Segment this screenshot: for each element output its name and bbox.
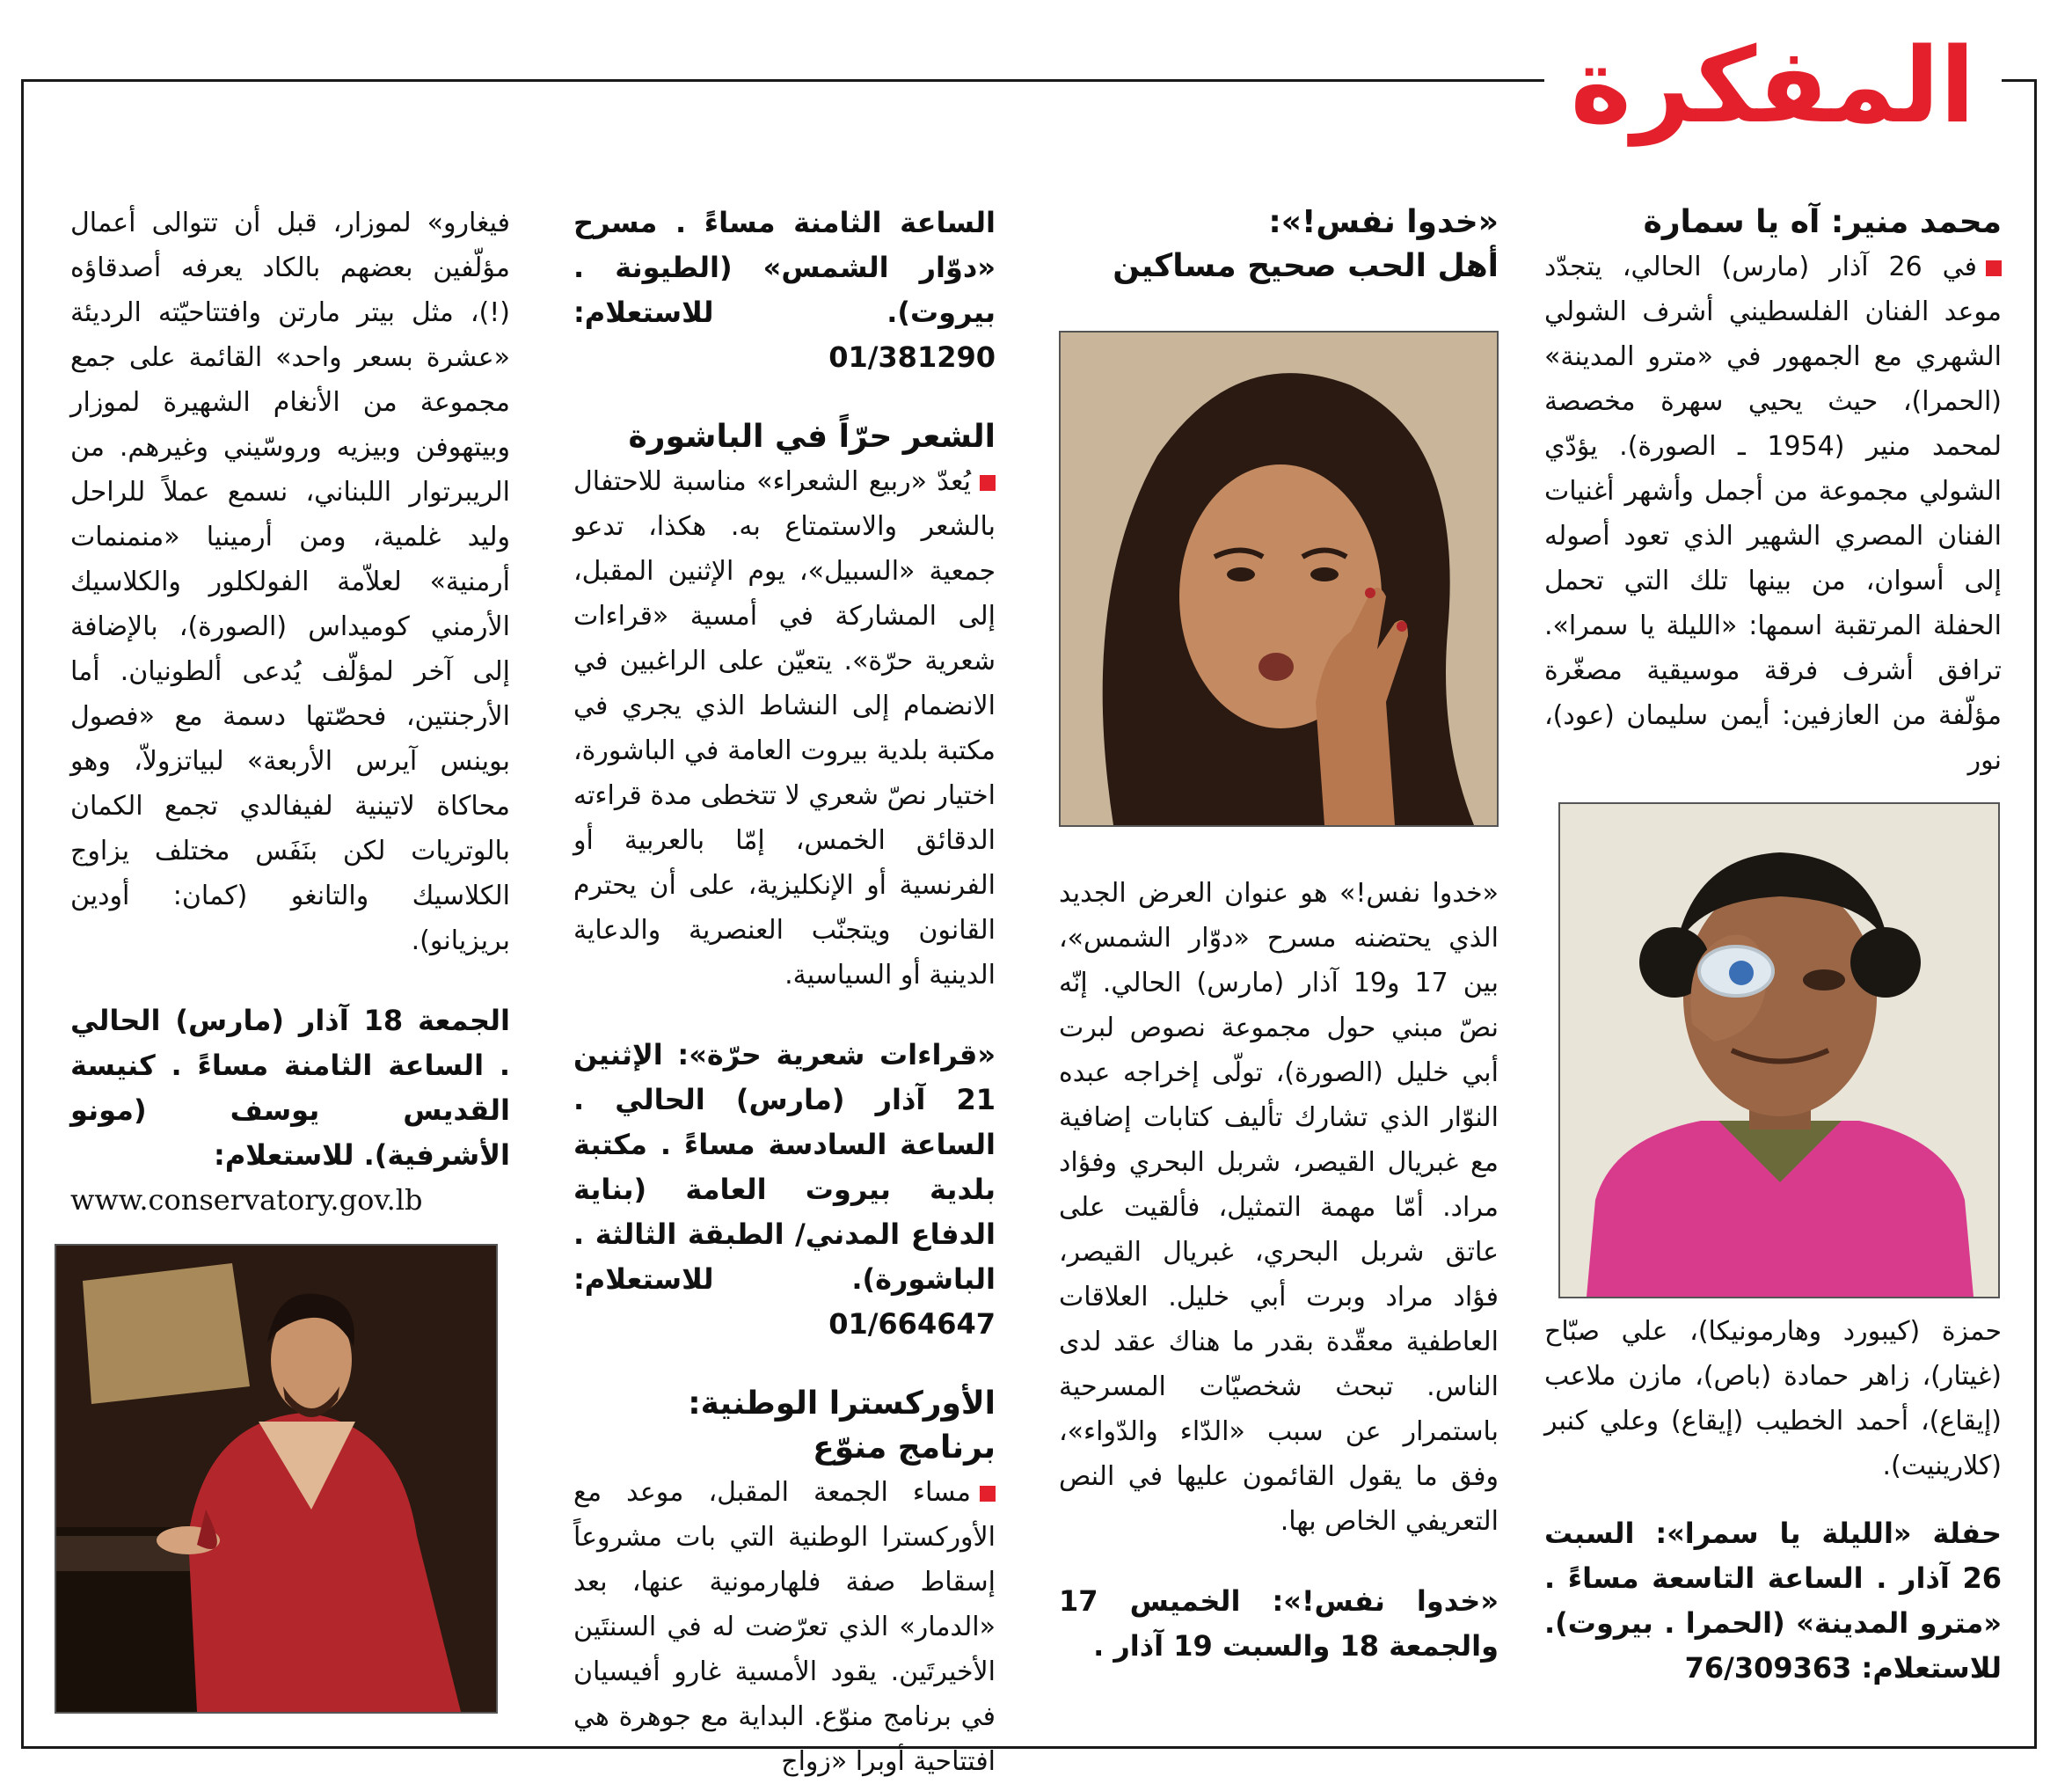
info-poetry: «قراءات شعرية حرّة»: الإثنين 21 آذار (مارس) الحالي . الساعة السادسة مساءً . مكتبة بلدية بيروت العامة (بناية الدفاع المدني/ الطبقة الثالثة . الباشورة). للاستعلام: 01/664647 [573, 1038, 996, 1341]
body-khodo-nafas: «خدوا نفس!» هو عنوان العرض الجديد الذي يحتضنه مسرح «دوّار الشمس»، بين 17 و19 آذار (مارس) الحالي. إنّه نصّ مبني حول مجموعة نصوص لبرت أبي خليل (الصورة)، تولّى إخراجه عبده النوّار الذي تشارك تأليف كتابات إضافية مع غبريال القيصر، شربل البحري وفؤاد مراد. أمّا مهمة التمثيل، فألقيت على عاتق شربل البحري، غبريال القيصر، فؤاد مراد وبرت أبي خليل. العلاقات العاطفية معقّدة بقدر ما هناك عقد لدى الناس. تبحث شخصيّات المسرحية باستمرار عن سبب «الدّاء والدّواء»، وفق ما يقول القائمون عليها في النص التعريفي الخاص بها. [1059, 878, 1499, 1537]
body-poetry [573, 459, 996, 998]
headline-poetry: الشعر حرّاً في الباشورة [628, 419, 996, 455]
body-orchestra [573, 1470, 996, 1784]
body-poetry-text: يُعدّ «ربيع الشعراء» مناسبة للاحتفال بالشعر والاستمتاع به. هكذا، تدعو جمعية «السبيل»، يوم الإثنين المقبل، إلى المشاركة في أمسية «قراءات شعرية حرّة». يتعيّن على الراغبين في الانضمام إلى النشاط الذي يجري في مكتبة بلدية بيروت العامة في الباشورة، اختيار نصّ شعري لا تتخطى مدة قراءته الدقائق الخمس، إمّا بالعربية أو الفرنسية أو الإنكليزية، على أن يحترم القانون ويتجنّب العنصرية والدعاية الدينية أو السياسية. [573, 466, 996, 991]
photo-khodo-nafas [1059, 331, 1499, 827]
article-khodo-nafas [1059, 201, 1499, 289]
info-khodo-nafas-venue: الساعة الثامنة مساءً . مسرح «دوّار الشمس» (الطيونة . بيروت). للاستعلام: 01/381290 [573, 206, 996, 374]
headline-khodo-nafas-2: أهل الحب صحيح مساكين [1113, 248, 1499, 284]
red-bullet-icon [1986, 260, 2002, 276]
section-masthead: المفكرة [1544, 28, 2002, 143]
article-mohamed-mounir-cont [1544, 1309, 2002, 1691]
komitas-painting-illustration [56, 1246, 496, 1712]
body-mounir-text: في 26 آذار (مارس) الحالي، يتجدّد موعد الفنان الفلسطيني أشرف الشولي الشهري مع الجمهور في «مترو المدينة» (الحمرا)، حيث يحيي سهرة مخصصة لمحمد منير (1954 ـ الصورة). يؤدّي الشولي مجموعة من أجمل وأشهر أغنيات الفنان المصري الشهير الذي تعود أصوله إلى أسوان، من بينها تلك التي تحمل الحفلة المرتقبة اسمها: «الليلة يا سمرا». ترافق أشرف فرقة موسيقية مصغّرة مؤلّفة من العازفين: أيمن سليمان (عود)، نور [1544, 252, 2002, 776]
photo-komitas [55, 1244, 498, 1714]
body-orchestra-cont: فيغارو» لموزار، قبل أن تتوالى أعمال مؤلّفين بعضهم بالكاد يعرفه أصدقاؤه (!)، مثل بيتر مارتن وافتتاحيّته الرديئة «عشرة بسعر واحد» القائمة على جمع مجموعة من الأنغام الشهيرة لموزار وبيتهوفن وبيزيه وروسّيني وغيرهم. من الريبرتوار اللبناني، نسمع عملاً للراحل وليد غلمية، ومن أرمينيا «منمنمات أرمنية» لعلاّمة الفولكلور والكلاسيك الأرمني كوميداس (الصورة)، بالإضافة إلى آخر لمؤلّف يُدعى ألطونيان. أما الأرجنتين، فحصّتها دسمة مع «فصول بوينس آيرس الأربعة» لبياتزولاّ، وهو محاكاة لاتينية لفيفالدي تجمع الكمان بالوتريات لكن بنَفَس مختلف يزاوج الكلاسيك والتانغو (كمان: أودين بريزيانو). [70, 208, 510, 956]
body-mounir-cont: حمزة (كيبورد وهارمونيكا)، علي صبّاح (غيتار)، زاهر حمادة (باص)، مازن ملاعب (إيقاع)، أحمد الخطيب (إيقاع) وعلي كنبر (كلارينيت). [1544, 1316, 2002, 1481]
portrait-mounir-illustration [1560, 804, 1998, 1297]
article-khodo-nafas-body [1059, 871, 1499, 1669]
info-khodo-nafas: «خدوا نفس!»: الخميس 17 والجمعة 18 والسبت 19 آذار . [1059, 1584, 1499, 1663]
headline-orchestra-2: برنامج منوّع [813, 1429, 996, 1466]
body-mounir [1544, 245, 2002, 783]
article-poetry-orchestra [573, 201, 996, 1784]
red-bullet-icon [980, 475, 996, 491]
headline-orchestra-1: الأوركسترا الوطنية: [688, 1386, 996, 1422]
article-orchestra-cont [70, 201, 510, 1223]
photo-mohamed-mounir [1558, 802, 2000, 1298]
body-orchestra-text: مساء الجمعة المقبل، موعد مع الأوركسترا الوطنية التي بات مشروعاً إسقاط صفة فلهارمونية عنها، بعد «الدمار» الذي تعرّضت له في السنتَين الأخيرتَين. يقود الأمسية غارو أفيسيان في برنامج منوّع. البداية مع جوهرة هي افتتاحية أوبرا «زواج [573, 1477, 996, 1777]
info-mounir: حفلة «الليلة يا سمرا»: السبت 26 آذار . الساعة التاسعة مساءً . «مترو المدينة» (الحمرا . بيروت). للاستعلام: 76/309363 [1544, 1517, 2002, 1685]
article-mohamed-mounir [1544, 201, 2002, 783]
headline-mounir: محمد منير: آه يا سمارة [1643, 204, 2002, 240]
info-orchestra-url [70, 1178, 510, 1223]
headline-khodo-nafas-1: «خدوا نفس!»: [1268, 204, 1499, 240]
conservatory-url[interactable]: www.conservatory.gov.lb [70, 1183, 423, 1217]
info-orchestra: الجمعة 18 آذار (مارس) الحالي . الساعة الثامنة مساءً . كنيسة القديس يوسف (مونو الأشرفية). للاستعلام: [70, 1004, 511, 1172]
red-bullet-icon [980, 1486, 996, 1502]
portrait-woman-illustration [1061, 333, 1497, 825]
